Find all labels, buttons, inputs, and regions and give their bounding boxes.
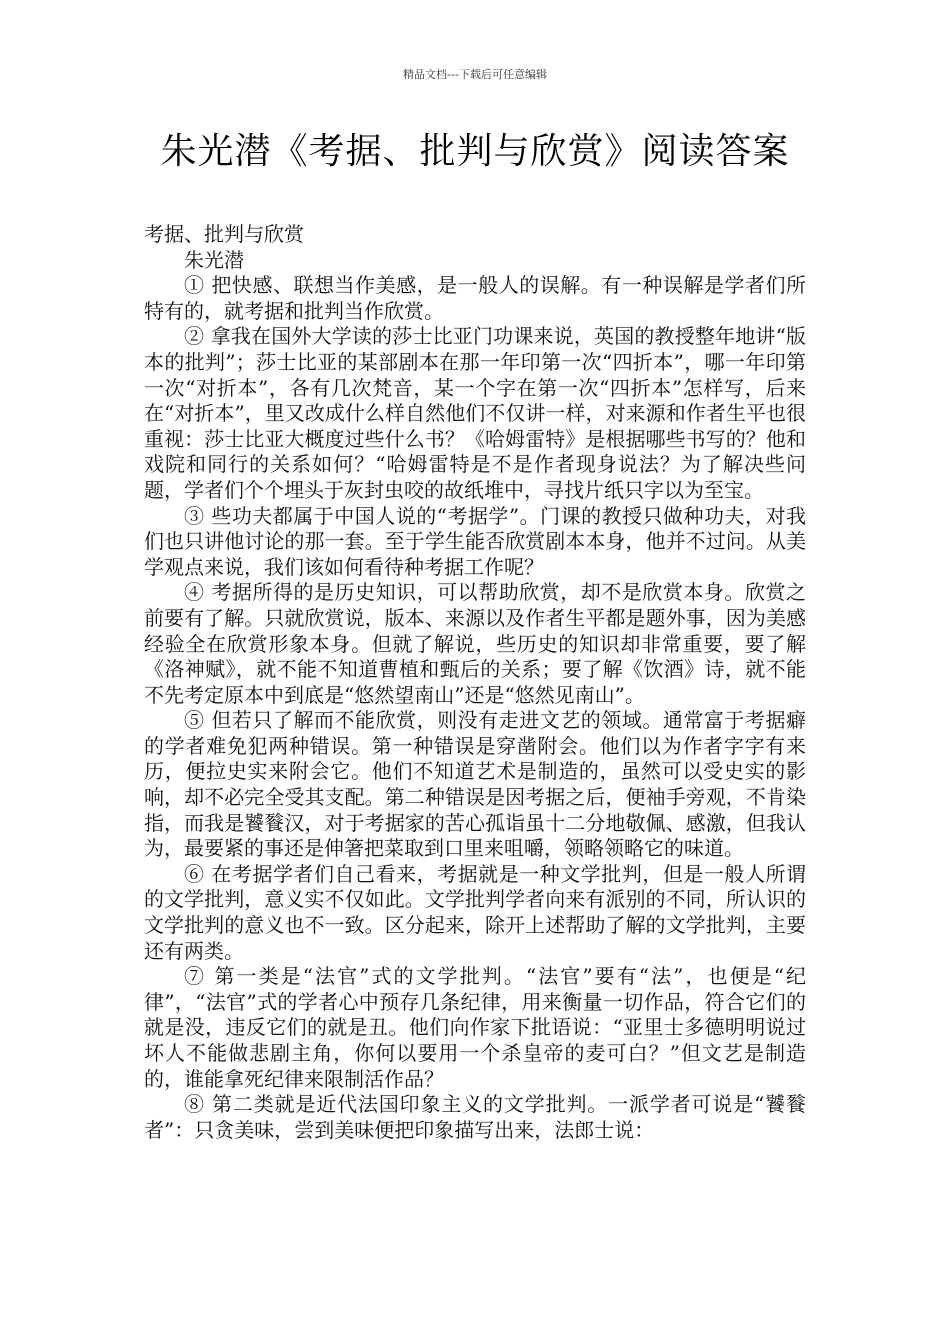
article-author: 朱光潜 bbox=[184, 247, 244, 272]
paragraph-4: ④ 考据所得的是历史知识，可以帮助欣赏，却不是欣赏本身。欣赏之前要有了解。只就欣赏说，版本、来源以及作者生平都是题外事，因为美感经验全在欣赏形象本身。但就了解说，些历史的知识却非常重要，要了解《洛神赋》，就不能不知道曹植和甄后的关系；要了解《饮酒》诗，就不能不先考定原本中到底是“悠然望南山”还是“悠然见南山”。 bbox=[144, 580, 806, 707]
paragraph-5: ⑤ 但若只了解而不能欣赏，则没有走进文艺的领域。通常富于考据癖的学者难免犯两种错误。第一种错误是穿凿附会。他们以为作者字字有来历，便拉史实来附会它。他们不知道艺术是制造的，虽然可以受史实的影响，却不必完全受其支配。第二种错误是因考据之后，便袖手旁观，不肯染指，而我是饕餮汉，对于考据家的苦心孤诣虽十二分地敬佩、感激，但我认为，最要紧的事还是伸箸把菜取到口里来咀嚼，领略领略它的味道。 bbox=[144, 708, 806, 861]
article-subtitle: 考据、批判与欣赏 bbox=[144, 222, 304, 246]
page-header-note: 精品文档---下载后可任意编辑 bbox=[403, 68, 547, 81]
paragraph-7: ⑦ 第一类是“法官”式的文学批判。“法官”要有“法”，也便是“纪律”，“法官”式的学者心中预存几条纪律，用来衡量一切作品，符合它们的就是没，违反它们的就是丑。他们向作家下批语说：“亚里士多德明明说过坏人不能做悲剧主角，你何以要用一个杀皇帝的麦可白？”但文艺是制造的，谁能拿死纪律来限制活作品？ bbox=[144, 964, 806, 1091]
paragraph-3: ③ 些功夫都属于中国人说的“考据学”。门课的教授只做种功夫，对我们也只讲他讨论的那一套。至于学生能否欣赏剧本本身，他并不过问。从美学观点来说，我们该如何看待种考据工作呢？ bbox=[144, 503, 806, 579]
paragraph-6: ⑥ 在考据学者们自己看来，考据就是一种文学批判，但是一般人所谓的文学批判，意义实不仅如此。文学批判学者向来有派别的不同，所认识的文学批判的意义也不一致。区分起来，除开上述帮助了解的文学批判，主要还有两类。 bbox=[144, 861, 806, 963]
paragraph-1: ① 把快感、联想当作美感，是一般人的误解。有一种误解是学者们所特有的，就考据和批判当作欣赏。 bbox=[144, 273, 806, 323]
article-body bbox=[144, 222, 806, 1143]
paragraph-2: ② 拿我在国外大学读的莎士比亚门功课来说，英国的教授整年地讲“版本的批判”；莎士比亚的某部剧本在那一年印第一次“四折本”，哪一年印第一次“对折本”，各有几次梵音，某一个字在第一次“四折本”怎样写，后来在“对折本”，里又改成什么样自然他们不仅讲一样，对来源和作者生平也很重视：莎士比亚大概度过些什么书？《哈姆雷特》是根据哪些书写的？他和戏院和同行的关系如何？“哈姆雷特是不是作者现身说法？为了解决些问题，学者们个个埋头于灰封虫咬的故纸堆中，寻找片纸只字以为至宝。 bbox=[144, 324, 806, 502]
document-title: 朱光潜《考据、批判与欣赏》阅读答案 bbox=[160, 131, 790, 172]
paragraph-8: ⑧ 第二类就是近代法国印象主义的文学批判。一派学者可说是“饕餮者”：只贪美味，尝到美味便把印象描写出来，法郎士说： bbox=[144, 1092, 806, 1142]
